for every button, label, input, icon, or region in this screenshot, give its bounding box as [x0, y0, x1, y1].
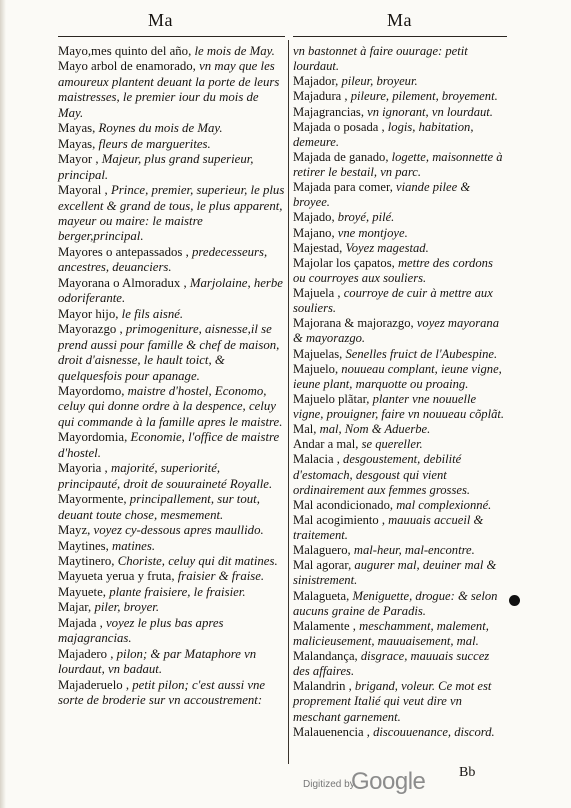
entry-definition: nouueau complant, ieune vigne, ieune plant, marquotte ou proaing.	[293, 361, 502, 391]
entry-headword: Majuelo,	[293, 361, 339, 376]
dictionary-entry	[293, 649, 507, 679]
entry-definition: le fils aisné.	[121, 306, 184, 321]
ink-blot	[509, 595, 520, 606]
dictionary-entry	[58, 183, 285, 245]
entry-definition: se quereller.	[361, 437, 423, 452]
entry-definition: vn bastonnet à faire ouurage: petit lourdaut.	[293, 44, 468, 74]
entry-headword: Majador,	[293, 74, 339, 89]
dictionary-entry	[293, 241, 507, 256]
dictionary-entry	[58, 585, 285, 600]
entry-headword: Majadura ,	[293, 89, 348, 104]
entry-definition: Marjolaine, herbe odoriferante.	[58, 275, 283, 306]
entry-definition: Choriste, celuy qui dit matines.	[117, 553, 278, 568]
entry-definition: meschamment, malement, malicieusement, mauuaisement, mal.	[293, 618, 489, 648]
entry-definition: primogeniture, aisnesse,il se prend aussi pour famille & chef de maison, droit d'aisnesse, le hault toict, & quelquesfois pour apanage.	[58, 322, 280, 383]
dictionary-entry	[293, 437, 507, 452]
entry-headword: Mayor hijo,	[58, 306, 119, 321]
dictionary-entry	[58, 322, 285, 384]
dictionary-entry	[58, 384, 285, 430]
dictionary-entry	[58, 430, 285, 461]
dictionary-entry	[58, 569, 285, 584]
dictionary-entry	[293, 422, 507, 437]
entry-headword: Mayorazgo ,	[58, 322, 123, 337]
entry-headword: Majada de ganado,	[293, 149, 389, 164]
entry-definition: vn ignorant, vn lourdaut.	[367, 104, 493, 119]
entry-definition: predecesseurs, ancestres, deuanciers.	[58, 244, 268, 275]
dictionary-entry	[58, 492, 285, 523]
entry-headword: Mal acondicionado,	[293, 497, 394, 512]
entry-headword: Mayormente,	[58, 492, 127, 507]
entry-definition: Prince, premier, superieur, le plus excellent & grand de tous, le plus apparent, mayeur ou maire: le maistre berger,principal.	[58, 183, 285, 244]
entry-headword: Mal acogimiento ,	[293, 512, 385, 527]
entry-definition: Voyez magestad.	[345, 240, 429, 255]
dictionary-entry	[293, 679, 507, 724]
entry-headword: Malamente ,	[293, 618, 356, 633]
entry-headword: Malauenencia ,	[293, 724, 370, 739]
dictionary-entry	[293, 558, 507, 588]
entry-headword: Mayas,	[58, 136, 96, 151]
entry-headword: Mayores o antepassados ,	[58, 244, 189, 259]
dictionary-entry	[293, 347, 507, 362]
entry-headword: Majestad,	[293, 240, 343, 255]
dictionary-entry	[58, 245, 285, 276]
entry-headword: Majano,	[293, 225, 335, 240]
entry-definition: voyez cy-dessous apres maullido.	[93, 523, 264, 538]
entry-headword: Andar a mal,	[293, 437, 359, 452]
column-divider	[288, 40, 289, 764]
entry-headword: Maytines,	[58, 538, 109, 553]
entry-headword: Majaderuelo ,	[58, 677, 130, 692]
dictionary-entry	[58, 276, 285, 307]
dictionary-entry	[58, 647, 285, 678]
header-rule-left	[58, 36, 285, 37]
entry-headword: Malandrin ,	[293, 679, 352, 694]
entry-headword: Majolar los çapatos,	[293, 255, 395, 270]
entry-definition: augurer mal, deuiner mal & sinistrement.	[293, 558, 497, 588]
dictionary-entry	[293, 513, 507, 543]
header-rule-right	[293, 36, 507, 37]
entry-definition: Majeur, plus grand superieur, principal.	[58, 152, 254, 182]
dictionary-entry	[58, 461, 285, 492]
entry-definition: logette, maisonnette à retirer le bestail, vn parc.	[293, 149, 503, 179]
entry-definition: Senelles fruict de l'Aubespine.	[345, 346, 498, 361]
entry-headword: Malagueta,	[293, 588, 350, 603]
entry-headword: Mayuete,	[58, 584, 106, 599]
entry-definition: le mois de May.	[194, 44, 275, 58]
entry-definition: maistre d'hostel, Economo, celuy qui donne ordre à la despence, celuy qui commande à la famille apres le maistre.	[58, 383, 283, 429]
entry-definition: principallement, sur tout, deuant toute chose, mesmement.	[58, 492, 260, 522]
dictionary-entry	[58, 539, 285, 554]
dictionary-entry	[58, 523, 285, 538]
entry-definition: mauuais accueil & traitement.	[293, 512, 484, 542]
entry-definition: fraisier & fraise.	[177, 569, 265, 584]
entry-definition: Roynes du mois de May.	[98, 121, 223, 136]
entry-headword: Majada o posada ,	[293, 119, 385, 134]
entry-definition: broyé, pilé.	[337, 210, 395, 225]
entry-definition: planter vne nouuelle vigne, prouigner, faire vn nouueau cõplãt.	[293, 391, 505, 421]
right-column	[293, 44, 507, 740]
entry-headword: Mayas,	[58, 121, 96, 136]
dictionary-entry	[293, 180, 507, 210]
dictionary-entry	[58, 152, 285, 183]
dictionary-entry	[293, 316, 507, 346]
dictionary-entry	[293, 498, 507, 513]
entry-definition: disgrace, mauuais succez des affaires.	[293, 649, 490, 679]
dictionary-entry	[58, 137, 285, 152]
entry-definition: mal-heur, mal-encontre.	[353, 543, 475, 558]
dictionary-entry	[293, 286, 507, 316]
entry-definition: pileure, pilement, broyement.	[350, 89, 498, 104]
dictionary-entry	[293, 589, 507, 619]
dictionary-entry	[293, 725, 507, 740]
entry-headword: Malandança,	[293, 649, 358, 663]
signature-mark: Bb	[459, 765, 476, 780]
entry-headword: Majada ,	[58, 615, 103, 630]
entry-definition: Economie, l'office de maistre d'hostel.	[58, 430, 280, 460]
entry-headword: Majuelas,	[293, 346, 343, 361]
dictionary-entry	[58, 678, 285, 709]
google-watermark: Google	[351, 768, 426, 795]
entry-headword: Majorana & majorazgo,	[293, 316, 414, 331]
entry-definition: mal complexionné.	[396, 497, 492, 512]
entry-definition: matines.	[112, 538, 156, 553]
entry-definition: voyez le plus bas apres majagrancias.	[58, 615, 224, 646]
dictionary-entry	[293, 74, 507, 89]
entry-headword: Mayo,mes quinto del año,	[58, 44, 192, 58]
entry-headword: Majuelo plãtar,	[293, 391, 370, 406]
running-header-right: Ma	[387, 10, 412, 30]
entry-definition: desgoustement, debilité d'estomach, desgoust qui vient ordinairement aux femmes grosses.	[293, 452, 470, 497]
entry-headword: Mayorana o Almoradux ,	[58, 275, 187, 290]
dictionary-entry	[293, 120, 507, 150]
entry-headword: Mayoria ,	[58, 461, 108, 476]
entry-definition: plante fraisiere, le fraisier.	[109, 584, 246, 599]
dictionary-entry	[293, 543, 507, 558]
left-column	[58, 44, 285, 708]
dictionary-entry	[293, 452, 507, 497]
entry-headword: Mayoral ,	[58, 183, 108, 198]
dictionary-entry	[58, 600, 285, 615]
page-edge-shadow	[0, 0, 6, 808]
entry-headword: Maytinero,	[58, 553, 115, 568]
entry-headword: Majagrancias,	[293, 104, 364, 119]
digitized-by-label: Digitized by	[303, 779, 355, 790]
entry-definition: brigand, voleur. Ce mot est proprement Italié qui veut dire vn meschant garnement.	[293, 679, 492, 724]
dictionary-entry	[58, 44, 285, 59]
dictionary-entry	[58, 616, 285, 647]
entry-headword: Majadero ,	[58, 646, 114, 661]
entry-definition: Meniguette, drogue: & selon aucuns graine de Paradis.	[293, 588, 498, 618]
running-header-left: Ma	[148, 10, 173, 30]
dictionary-entry	[293, 105, 507, 120]
dictionary-entry	[58, 554, 285, 569]
entry-definition: logis, habitation, demeure.	[293, 119, 474, 149]
dictionary-entry	[293, 256, 507, 286]
entry-headword: Mayz,	[58, 523, 91, 538]
entry-headword: Mayo arbol de enamorado,	[58, 59, 196, 74]
entry-definition: discouuenance, discord.	[373, 724, 495, 739]
entry-headword: Mayordomo,	[58, 383, 125, 398]
entry-definition: mettre des cordons ou courroyes aux souliers.	[293, 255, 493, 285]
entry-definition: pileur, broyeur.	[341, 74, 418, 89]
entry-headword: Malacia ,	[293, 452, 340, 467]
dictionary-entry	[293, 44, 507, 74]
dictionary-entry	[58, 307, 285, 322]
entry-definition: vne montjoye.	[337, 225, 408, 240]
entry-definition: pilon; & par Mataphore vn lourdaut, vn badaut.	[58, 646, 257, 677]
entry-headword: Majar,	[58, 600, 92, 615]
dictionary-entry	[293, 226, 507, 241]
entry-headword: Mayor ,	[58, 152, 99, 167]
dictionary-entry	[293, 150, 507, 180]
dictionary-entry	[293, 619, 507, 649]
dictionary-entry	[58, 121, 285, 136]
entry-headword: Mayordomia,	[58, 430, 128, 445]
dictionary-entry	[293, 210, 507, 225]
entry-definition: petit pilon; c'est aussi vne sorte de broderie sur vn accoustrement:	[58, 677, 266, 708]
entry-definition: viande pilee & broyee.	[293, 180, 471, 210]
entry-headword: Malaguero,	[293, 543, 351, 558]
entry-definition: piler, broyer.	[94, 600, 160, 615]
dictionary-entry	[293, 392, 507, 422]
dictionary-entry	[293, 89, 507, 104]
entry-headword: Mal,	[293, 422, 317, 437]
entry-headword: Majado,	[293, 210, 335, 225]
entry-definition: courroye de cuir à mettre aux souliers.	[293, 286, 493, 316]
entry-definition: vn may que les amoureux plantent deuant la porte de leurs maistresses, le premier iour du mois de May.	[58, 59, 280, 120]
entry-definition: fleurs de marguerites.	[98, 136, 211, 151]
entry-headword: Mayueta yerua y fruta,	[58, 569, 175, 584]
entry-headword: Majada para comer,	[293, 180, 393, 195]
entry-definition: mal, Nom & Aduerbe.	[319, 422, 431, 437]
entry-definition: majorité, superiorité, principauté, droit de souuraineté Royalle.	[58, 461, 273, 491]
entry-definition: voyez mayorana & mayorazgo.	[293, 316, 499, 346]
entry-headword: Mal agorar,	[293, 558, 352, 573]
dictionary-entry	[293, 362, 507, 392]
entry-headword: Majuela ,	[293, 286, 341, 300]
dictionary-entry	[58, 59, 285, 121]
